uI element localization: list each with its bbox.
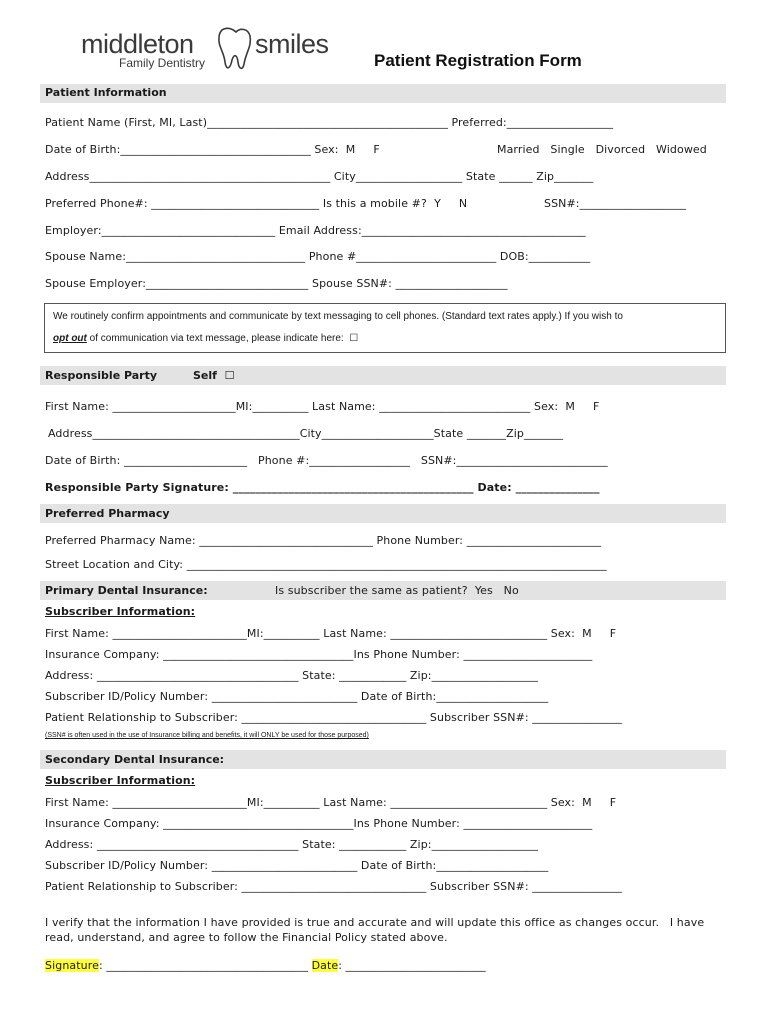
primary-policy-number-field[interactable]: Subscriber ID/Policy Number: __________________________ Date of Birth:____________________ bbox=[45, 690, 549, 703]
secondary-subscriber-heading: Subscriber Information: bbox=[45, 774, 196, 787]
responsible-signature-field[interactable]: Responsible Party Signature: ___________________________________________ Date: _______________ bbox=[45, 481, 600, 494]
primary-insurance-company-field[interactable]: Insurance Company: __________________________________Ins Phone Number: _______________________ bbox=[45, 648, 593, 661]
date-line[interactable]: : _________________________ bbox=[338, 959, 486, 972]
primary-subscriber-address-field[interactable]: Address: ____________________________________ State: ____________ Zip:___________________ bbox=[45, 669, 539, 682]
final-signature-row[interactable] bbox=[45, 959, 486, 972]
tooth-logo-icon bbox=[214, 24, 254, 72]
spouse-name-field[interactable]: Spouse Name:________________________________ Phone #_________________________ DOB:___________ bbox=[45, 250, 591, 263]
primary-insurance-heading: Primary Dental Insurance: bbox=[45, 584, 208, 597]
responsible-self-checkbox[interactable]: Self ☐ bbox=[193, 369, 235, 382]
marital-status-options[interactable]: Married Single Divorced Widowed bbox=[497, 143, 707, 156]
text-message-notice-box bbox=[44, 303, 726, 353]
date-label: Date bbox=[311, 959, 339, 972]
logo-word-middleton: middleton bbox=[81, 29, 194, 59]
opt-out-checkbox-label[interactable]: of communication via text message, please indicate here: ☐ bbox=[86, 333, 359, 344]
primary-subscriber-heading: Subscriber Information: bbox=[45, 605, 196, 618]
pharmacy-name-field[interactable]: Preferred Pharmacy Name: _______________________________ Phone Number: ________________________ bbox=[45, 534, 602, 547]
patient-dob-sex-field[interactable]: Date of Birth:__________________________________ Sex: M F bbox=[45, 143, 380, 156]
secondary-relationship-field[interactable]: Patient Relationship to Subscriber: _________________________________ Subscriber SSN#: ________________ bbox=[45, 880, 622, 893]
primary-same-as-patient-question[interactable]: Is subscriber the same as patient? Yes No bbox=[275, 584, 519, 597]
responsible-address-field[interactable]: Address_____________________________________City____________________State _______Zip_______ bbox=[48, 427, 564, 440]
employer-email-field[interactable]: Employer:_______________________________ Email Address:________________________________________ bbox=[45, 224, 586, 237]
signature-line[interactable]: : ____________________________________ bbox=[98, 959, 312, 972]
opt-out-text: opt out bbox=[53, 333, 87, 344]
patient-ssn-field[interactable]: SSN#:___________________ bbox=[544, 197, 687, 210]
notice-line-2 bbox=[53, 333, 358, 344]
secondary-insurance-heading: Secondary Dental Insurance: bbox=[45, 753, 225, 766]
spouse-employer-field[interactable]: Spouse Employer:_____________________________ Spouse SSN#: ____________________ bbox=[45, 277, 508, 290]
form-title: Patient Registration Form bbox=[374, 51, 582, 70]
secondary-subscriber-address-field[interactable]: Address: ____________________________________ State: ____________ Zip:___________________ bbox=[45, 838, 539, 851]
secondary-subscriber-name-field[interactable]: First Name: ________________________MI:__________ Last Name: ____________________________ Sex: M F bbox=[45, 796, 617, 809]
verification-statement-line-1: I verify that the information I have provided is true and accurate and will update this office as changes occur. I have bbox=[45, 916, 705, 929]
secondary-policy-number-field[interactable]: Subscriber ID/Policy Number: __________________________ Date of Birth:____________________ bbox=[45, 859, 549, 872]
pharmacy-heading: Preferred Pharmacy bbox=[45, 507, 170, 520]
ssn-usage-note: (SSN# is often used in the use of Insurance billing and benefits, it will ONLY be used for those purposed) bbox=[45, 732, 369, 739]
patient-info-heading: Patient Information bbox=[45, 86, 167, 99]
signature-label: Signature bbox=[45, 959, 99, 972]
responsible-dob-phone-ssn-field[interactable]: Date of Birth: ______________________ Phone #:__________________ SSN#:___________________________ bbox=[45, 454, 608, 467]
responsible-party-heading: Responsible Party bbox=[45, 369, 158, 382]
verification-statement-line-2: read, understand, and agree to follow the Financial Policy stated above. bbox=[45, 931, 448, 944]
logo-subtitle: Family Dentistry bbox=[119, 56, 206, 70]
pharmacy-street-field[interactable]: Street Location and City: ___________________________________________________________________________ bbox=[45, 558, 607, 571]
patient-phone-field[interactable]: Preferred Phone#: ______________________________ Is this a mobile #? Y N bbox=[45, 197, 468, 210]
logo-word-smiles: smiles bbox=[255, 29, 329, 59]
patient-name-field[interactable]: Patient Name (First, MI, Last)___________________________________________ Preferred:___________________ bbox=[45, 116, 614, 129]
notice-line-1: We routinely confirm appointments and communicate by text messaging to cell phones. (Standard text rates apply.) If you wish to bbox=[53, 311, 623, 322]
primary-subscriber-name-field[interactable]: First Name: ________________________MI:__________ Last Name: ____________________________ Sex: M F bbox=[45, 627, 617, 640]
secondary-insurance-company-field[interactable]: Insurance Company: __________________________________Ins Phone Number: _______________________ bbox=[45, 817, 593, 830]
responsible-name-field[interactable]: First Name: ______________________MI:__________ Last Name: ___________________________ Sex: M F bbox=[45, 400, 600, 413]
primary-relationship-field[interactable]: Patient Relationship to Subscriber: _________________________________ Subscriber SSN#: ________________ bbox=[45, 711, 622, 724]
patient-address-field[interactable]: Address___________________________________________ City___________________ State ______ Zip_______ bbox=[45, 170, 594, 183]
